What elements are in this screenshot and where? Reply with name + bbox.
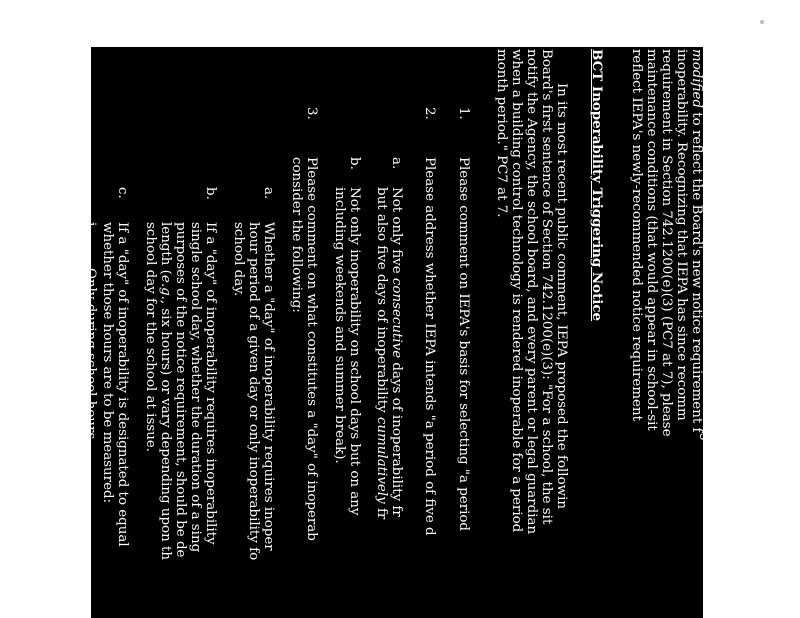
item-3c-letter: c. bbox=[115, 187, 130, 199]
item-3b-line-4: length (e.g., six hours) or vary depending upon th bbox=[158, 222, 173, 561]
document-scan bbox=[83, 47, 711, 618]
intro-line-3: requirement in Section 742.1200(e)(3) (PC7 at 7), please bbox=[659, 49, 674, 437]
intro-line-2: inoperability. Recognizing that IEPA has since recomm bbox=[674, 49, 689, 421]
item-3c-line-1: If a "day" of inoperability is designated to equal bbox=[115, 222, 130, 547]
page-number: 5 bbox=[697, 433, 711, 441]
item-3c-line-2: whether those hours are to be measured: bbox=[100, 222, 115, 504]
item-3a-line-3: school day. bbox=[231, 222, 246, 297]
item-3b-line-5: school day for the school at issue. bbox=[143, 222, 158, 453]
item-3-number: 3. bbox=[304, 107, 319, 120]
item-2a-line-2: but also five days of inoperability cumulatively fr bbox=[374, 187, 389, 520]
section-para-line-2: Board's first sentence of Section 742.1200(e)(3): "For a school, the sit bbox=[539, 49, 554, 525]
section-para-line-5: month period." PC7 at 7. bbox=[494, 49, 509, 218]
item-2b-line-2: including weekends and summer break). bbox=[332, 187, 347, 464]
section-para-line-4: when a building control technology is rendered inoperable for a period bbox=[509, 49, 524, 533]
item-1-line-1: Please comment on IEPA's basis for selecting "a period bbox=[456, 157, 471, 532]
item-3-line-1: Please comment on what constitutes a "day" of inoperab bbox=[304, 157, 319, 541]
item-2b-line-1: Not only inoperability on school days but on any bbox=[347, 187, 362, 516]
item-3a-line-1: Whether a "day" of inoperability requires inoper bbox=[261, 222, 276, 551]
item-3-line-2: consider the following: bbox=[289, 157, 304, 313]
item-3c-i-number: i. bbox=[83, 222, 98, 231]
section-para-line-1: In its most recent public comment, IEPA proposed the followin bbox=[554, 83, 569, 509]
item-2-number: 2. bbox=[422, 107, 437, 120]
item-3b-line-1: If a "day" of inoperability requires inoperability bbox=[203, 222, 218, 545]
item-1-number: 1. bbox=[456, 107, 471, 120]
intro-line-5: reflect IEPA's newly-recommended notice requirement bbox=[629, 49, 644, 421]
item-3a-letter: a. bbox=[261, 187, 276, 200]
item-3b-line-3: purposes of the notice requirement, should be de bbox=[173, 222, 188, 558]
item-3b-letter: b. bbox=[203, 187, 218, 200]
document-page bbox=[83, 47, 711, 618]
item-2a-letter: a. bbox=[389, 157, 404, 170]
item-3b-line-2: single school day, whether the duration of a sing bbox=[188, 222, 203, 553]
item-2a-line-1: Not only five consecutive days of inoperability fr bbox=[389, 187, 404, 517]
scan-speck bbox=[760, 20, 764, 24]
item-2-line-1: Please address whether IEPA intends "a period of five d bbox=[422, 157, 437, 536]
item-2b-letter: b. bbox=[347, 157, 362, 170]
intro-line-1: modified to reflect the Board's new notice requirement f bbox=[689, 49, 704, 433]
section-para-line-3: notify the Agency, the school board, and every parent or legal guardian bbox=[524, 49, 539, 535]
section-heading: BCT Inoperability Triggering Notice bbox=[589, 49, 605, 322]
item-3c-i-line-1: Only during school hours. bbox=[83, 268, 98, 444]
intro-line-4: maintenance conditions (that would appear in school-sit bbox=[644, 49, 659, 431]
item-3a-line-2: hour period of a given day or only inoperability fo bbox=[246, 222, 261, 561]
